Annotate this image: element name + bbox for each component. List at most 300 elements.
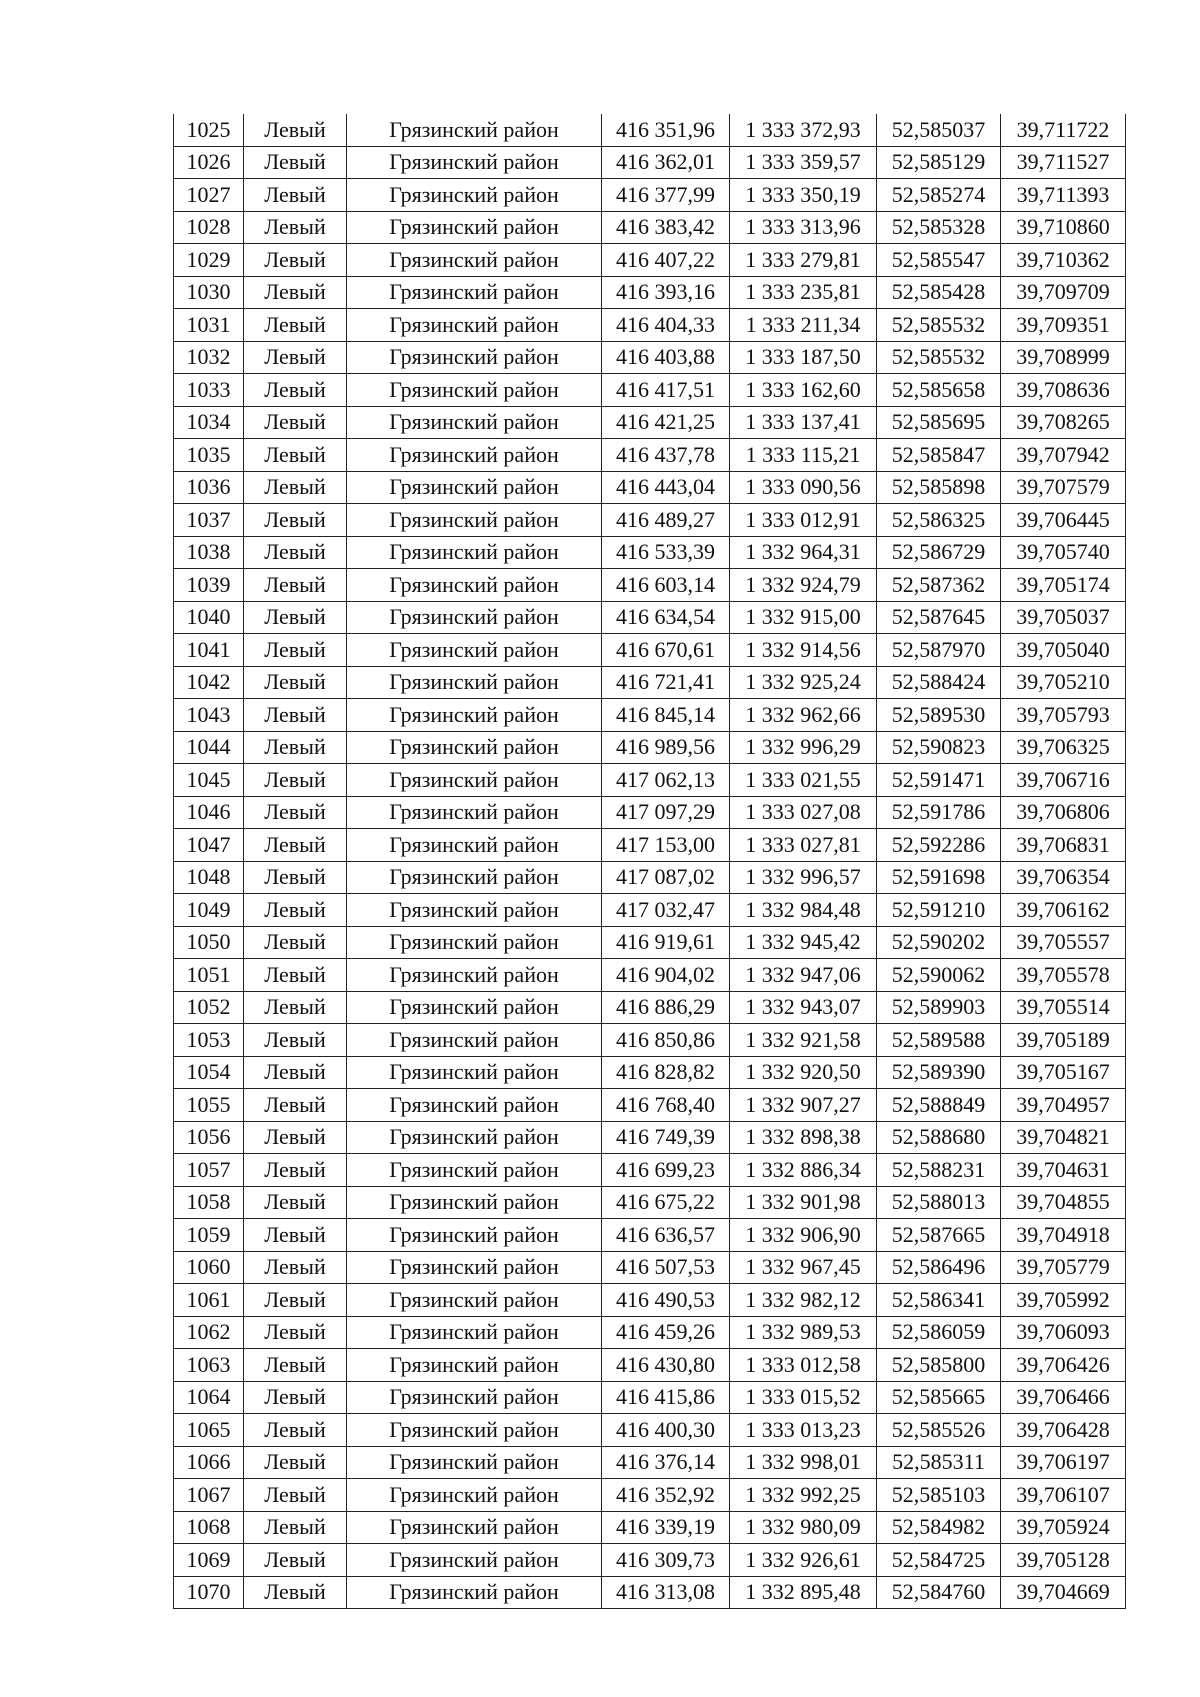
bank-side-cell: Левый: [244, 1349, 347, 1382]
table-row: [174, 1381, 1126, 1414]
y-coordinate-cell: 1 332 989,53: [730, 1316, 877, 1349]
longitude-cell: 39,706325: [1001, 731, 1126, 764]
bank-side-cell: Левый: [244, 634, 347, 667]
x-coordinate-cell: 416 675,22: [602, 1186, 730, 1219]
y-coordinate-cell: 1 332 906,90: [730, 1219, 877, 1252]
table-row: [174, 1349, 1126, 1382]
bank-side-cell: Левый: [244, 894, 347, 927]
y-coordinate-cell: 1 333 015,52: [730, 1381, 877, 1414]
table-row: [174, 861, 1126, 894]
point-number-cell: 1039: [174, 569, 244, 602]
y-coordinate-cell: 1 333 187,50: [730, 341, 877, 374]
point-number-cell: 1031: [174, 309, 244, 342]
table-row: [174, 1316, 1126, 1349]
y-coordinate-cell: 1 333 279,81: [730, 244, 877, 277]
district-cell: Грязинский район: [347, 829, 602, 862]
point-number-cell: 1046: [174, 796, 244, 829]
x-coordinate-cell: 416 430,80: [602, 1349, 730, 1382]
x-coordinate-cell: 417 087,02: [602, 861, 730, 894]
x-coordinate-cell: 416 768,40: [602, 1089, 730, 1122]
point-number-cell: 1028: [174, 211, 244, 244]
district-cell: Грязинский район: [347, 244, 602, 277]
latitude-cell: 52,585311: [877, 1446, 1001, 1479]
longitude-cell: 39,710860: [1001, 211, 1126, 244]
y-coordinate-cell: 1 333 359,57: [730, 146, 877, 179]
longitude-cell: 39,705037: [1001, 601, 1126, 634]
longitude-cell: 39,705557: [1001, 926, 1126, 959]
longitude-cell: 39,705040: [1001, 634, 1126, 667]
x-coordinate-cell: 416 919,61: [602, 926, 730, 959]
point-number-cell: 1051: [174, 959, 244, 992]
bank-side-cell: Левый: [244, 1251, 347, 1284]
district-cell: Грязинский район: [347, 114, 602, 146]
bank-side-cell: Левый: [244, 1284, 347, 1317]
y-coordinate-cell: 1 333 012,91: [730, 504, 877, 537]
longitude-cell: 39,705992: [1001, 1284, 1126, 1317]
y-coordinate-cell: 1 333 027,08: [730, 796, 877, 829]
y-coordinate-cell: 1 333 372,93: [730, 114, 877, 146]
point-number-cell: 1066: [174, 1446, 244, 1479]
longitude-cell: 39,705167: [1001, 1056, 1126, 1089]
y-coordinate-cell: 1 332 964,31: [730, 536, 877, 569]
bank-side-cell: Левый: [244, 374, 347, 407]
y-coordinate-cell: 1 332 943,07: [730, 991, 877, 1024]
point-number-cell: 1037: [174, 504, 244, 537]
table-row: [174, 1479, 1126, 1512]
bank-side-cell: Левый: [244, 1186, 347, 1219]
district-cell: Грязинский район: [347, 991, 602, 1024]
y-coordinate-cell: 1 332 984,48: [730, 894, 877, 927]
latitude-cell: 52,585658: [877, 374, 1001, 407]
coordinates-table: [173, 114, 1126, 1609]
longitude-cell: 39,709351: [1001, 309, 1126, 342]
x-coordinate-cell: 416 459,26: [602, 1316, 730, 1349]
latitude-cell: 52,590202: [877, 926, 1001, 959]
longitude-cell: 39,706107: [1001, 1479, 1126, 1512]
latitude-cell: 52,588424: [877, 666, 1001, 699]
point-number-cell: 1062: [174, 1316, 244, 1349]
district-cell: Грязинский район: [347, 406, 602, 439]
longitude-cell: 39,708265: [1001, 406, 1126, 439]
bank-side-cell: Левый: [244, 504, 347, 537]
point-number-cell: 1068: [174, 1511, 244, 1544]
latitude-cell: 52,591471: [877, 764, 1001, 797]
latitude-cell: 52,585847: [877, 439, 1001, 472]
latitude-cell: 52,588849: [877, 1089, 1001, 1122]
table-row: [174, 666, 1126, 699]
district-cell: Грязинский район: [347, 1154, 602, 1187]
bank-side-cell: Левый: [244, 1154, 347, 1187]
y-coordinate-cell: 1 332 895,48: [730, 1576, 877, 1609]
district-cell: Грязинский район: [347, 1056, 602, 1089]
point-number-cell: 1055: [174, 1089, 244, 1122]
district-cell: Грязинский район: [347, 1511, 602, 1544]
x-coordinate-cell: 416 313,08: [602, 1576, 730, 1609]
longitude-cell: 39,706428: [1001, 1414, 1126, 1447]
latitude-cell: 52,589390: [877, 1056, 1001, 1089]
table-row: [174, 244, 1126, 277]
x-coordinate-cell: 416 443,04: [602, 471, 730, 504]
y-coordinate-cell: 1 333 235,81: [730, 276, 877, 309]
x-coordinate-cell: 417 062,13: [602, 764, 730, 797]
point-number-cell: 1061: [174, 1284, 244, 1317]
bank-side-cell: Левый: [244, 1089, 347, 1122]
y-coordinate-cell: 1 332 926,61: [730, 1544, 877, 1577]
bank-side-cell: Левый: [244, 796, 347, 829]
bank-side-cell: Левый: [244, 1024, 347, 1057]
table-row: [174, 1056, 1126, 1089]
latitude-cell: 52,585526: [877, 1414, 1001, 1447]
latitude-cell: 52,591210: [877, 894, 1001, 927]
y-coordinate-cell: 1 332 915,00: [730, 601, 877, 634]
y-coordinate-cell: 1 332 962,66: [730, 699, 877, 732]
x-coordinate-cell: 416 721,41: [602, 666, 730, 699]
bank-side-cell: Левый: [244, 341, 347, 374]
district-cell: Грязинский район: [347, 634, 602, 667]
x-coordinate-cell: 416 352,92: [602, 1479, 730, 1512]
table-row: [174, 1089, 1126, 1122]
x-coordinate-cell: 416 886,29: [602, 991, 730, 1024]
x-coordinate-cell: 416 415,86: [602, 1381, 730, 1414]
y-coordinate-cell: 1 332 992,25: [730, 1479, 877, 1512]
district-cell: Грязинский район: [347, 1316, 602, 1349]
point-number-cell: 1063: [174, 1349, 244, 1382]
bank-side-cell: Левый: [244, 1576, 347, 1609]
latitude-cell: 52,590062: [877, 959, 1001, 992]
table-row: [174, 1024, 1126, 1057]
latitude-cell: 52,587970: [877, 634, 1001, 667]
point-number-cell: 1058: [174, 1186, 244, 1219]
latitude-cell: 52,587362: [877, 569, 1001, 602]
district-cell: Грязинский район: [347, 179, 602, 212]
point-number-cell: 1052: [174, 991, 244, 1024]
district-cell: Грязинский район: [347, 1089, 602, 1122]
table-row: [174, 1121, 1126, 1154]
district-cell: Грязинский район: [347, 471, 602, 504]
y-coordinate-cell: 1 332 920,50: [730, 1056, 877, 1089]
longitude-cell: 39,706466: [1001, 1381, 1126, 1414]
bank-side-cell: Левый: [244, 471, 347, 504]
x-coordinate-cell: 416 670,61: [602, 634, 730, 667]
point-number-cell: 1050: [174, 926, 244, 959]
bank-side-cell: Левый: [244, 1446, 347, 1479]
latitude-cell: 52,584725: [877, 1544, 1001, 1577]
longitude-cell: 39,709709: [1001, 276, 1126, 309]
bank-side-cell: Левый: [244, 1544, 347, 1577]
x-coordinate-cell: 416 603,14: [602, 569, 730, 602]
latitude-cell: 52,586729: [877, 536, 1001, 569]
latitude-cell: 52,585532: [877, 309, 1001, 342]
point-number-cell: 1056: [174, 1121, 244, 1154]
bank-side-cell: Левый: [244, 991, 347, 1024]
longitude-cell: 39,705514: [1001, 991, 1126, 1024]
y-coordinate-cell: 1 332 980,09: [730, 1511, 877, 1544]
table-row: [174, 374, 1126, 407]
district-cell: Грязинский район: [347, 926, 602, 959]
longitude-cell: 39,705578: [1001, 959, 1126, 992]
x-coordinate-cell: 416 417,51: [602, 374, 730, 407]
latitude-cell: 52,585103: [877, 1479, 1001, 1512]
longitude-cell: 39,706445: [1001, 504, 1126, 537]
district-cell: Грязинский район: [347, 894, 602, 927]
district-cell: Грязинский район: [347, 731, 602, 764]
table-row: [174, 406, 1126, 439]
latitude-cell: 52,588231: [877, 1154, 1001, 1187]
latitude-cell: 52,589588: [877, 1024, 1001, 1057]
district-cell: Грязинский район: [347, 341, 602, 374]
latitude-cell: 52,585428: [877, 276, 1001, 309]
point-number-cell: 1065: [174, 1414, 244, 1447]
x-coordinate-cell: 416 828,82: [602, 1056, 730, 1089]
latitude-cell: 52,587665: [877, 1219, 1001, 1252]
table-row: [174, 1414, 1126, 1447]
table-row: [174, 341, 1126, 374]
x-coordinate-cell: 416 749,39: [602, 1121, 730, 1154]
district-cell: Грязинский район: [347, 1024, 602, 1057]
district-cell: Грязинский район: [347, 146, 602, 179]
latitude-cell: 52,585129: [877, 146, 1001, 179]
longitude-cell: 39,704821: [1001, 1121, 1126, 1154]
x-coordinate-cell: 416 699,23: [602, 1154, 730, 1187]
point-number-cell: 1059: [174, 1219, 244, 1252]
table-row: [174, 731, 1126, 764]
table-row: [174, 1511, 1126, 1544]
district-cell: Грязинский район: [347, 1219, 602, 1252]
longitude-cell: 39,706197: [1001, 1446, 1126, 1479]
latitude-cell: 52,586325: [877, 504, 1001, 537]
table-row: [174, 1284, 1126, 1317]
longitude-cell: 39,704957: [1001, 1089, 1126, 1122]
point-number-cell: 1054: [174, 1056, 244, 1089]
latitude-cell: 52,587645: [877, 601, 1001, 634]
bank-side-cell: Левый: [244, 1316, 347, 1349]
district-cell: Грязинский район: [347, 601, 602, 634]
x-coordinate-cell: 416 507,53: [602, 1251, 730, 1284]
longitude-cell: 39,707942: [1001, 439, 1126, 472]
point-number-cell: 1057: [174, 1154, 244, 1187]
latitude-cell: 52,585328: [877, 211, 1001, 244]
longitude-cell: 39,705210: [1001, 666, 1126, 699]
longitude-cell: 39,705740: [1001, 536, 1126, 569]
latitude-cell: 52,585532: [877, 341, 1001, 374]
bank-side-cell: Левый: [244, 569, 347, 602]
x-coordinate-cell: 416 634,54: [602, 601, 730, 634]
point-number-cell: 1034: [174, 406, 244, 439]
latitude-cell: 52,585665: [877, 1381, 1001, 1414]
bank-side-cell: Левый: [244, 146, 347, 179]
table-row: [174, 1186, 1126, 1219]
district-cell: Грязинский район: [347, 796, 602, 829]
table-row: [174, 146, 1126, 179]
district-cell: Грязинский район: [347, 1284, 602, 1317]
table-row: [174, 634, 1126, 667]
point-number-cell: 1026: [174, 146, 244, 179]
bank-side-cell: Левый: [244, 179, 347, 212]
point-number-cell: 1053: [174, 1024, 244, 1057]
district-cell: Грязинский район: [347, 569, 602, 602]
latitude-cell: 52,589530: [877, 699, 1001, 732]
bank-side-cell: Левый: [244, 244, 347, 277]
x-coordinate-cell: 417 032,47: [602, 894, 730, 927]
longitude-cell: 39,705924: [1001, 1511, 1126, 1544]
table-row: [174, 1446, 1126, 1479]
table-row: [174, 764, 1126, 797]
x-coordinate-cell: 416 393,16: [602, 276, 730, 309]
longitude-cell: 39,706806: [1001, 796, 1126, 829]
bank-side-cell: Левый: [244, 601, 347, 634]
x-coordinate-cell: 416 421,25: [602, 406, 730, 439]
point-number-cell: 1033: [174, 374, 244, 407]
table-row: [174, 439, 1126, 472]
bank-side-cell: Левый: [244, 1121, 347, 1154]
longitude-cell: 39,708999: [1001, 341, 1126, 374]
bank-side-cell: Левый: [244, 1414, 347, 1447]
bank-side-cell: Левый: [244, 959, 347, 992]
district-cell: Грязинский район: [347, 1251, 602, 1284]
district-cell: Грязинский район: [347, 1381, 602, 1414]
bank-side-cell: Левый: [244, 1219, 347, 1252]
district-cell: Грязинский район: [347, 764, 602, 797]
point-number-cell: 1035: [174, 439, 244, 472]
table-row: [174, 1154, 1126, 1187]
table-row: [174, 894, 1126, 927]
longitude-cell: 39,711393: [1001, 179, 1126, 212]
longitude-cell: 39,708636: [1001, 374, 1126, 407]
district-cell: Грязинский район: [347, 504, 602, 537]
district-cell: Грязинский район: [347, 1414, 602, 1447]
x-coordinate-cell: 416 400,30: [602, 1414, 730, 1447]
table-row: [174, 959, 1126, 992]
table-row: [174, 471, 1126, 504]
district-cell: Грязинский район: [347, 1576, 602, 1609]
latitude-cell: 52,591698: [877, 861, 1001, 894]
longitude-cell: 39,706716: [1001, 764, 1126, 797]
district-cell: Грязинский район: [347, 959, 602, 992]
point-number-cell: 1025: [174, 114, 244, 146]
bank-side-cell: Левый: [244, 699, 347, 732]
y-coordinate-cell: 1 333 350,19: [730, 179, 877, 212]
point-number-cell: 1027: [174, 179, 244, 212]
district-cell: Грязинский район: [347, 1121, 602, 1154]
district-cell: Грязинский район: [347, 439, 602, 472]
district-cell: Грязинский район: [347, 666, 602, 699]
district-cell: Грязинский район: [347, 699, 602, 732]
x-coordinate-cell: 416 904,02: [602, 959, 730, 992]
point-number-cell: 1030: [174, 276, 244, 309]
bank-side-cell: Левый: [244, 861, 347, 894]
latitude-cell: 52,585800: [877, 1349, 1001, 1382]
y-coordinate-cell: 1 332 996,57: [730, 861, 877, 894]
bank-side-cell: Левый: [244, 276, 347, 309]
x-coordinate-cell: 416 362,01: [602, 146, 730, 179]
point-number-cell: 1067: [174, 1479, 244, 1512]
x-coordinate-cell: 416 850,86: [602, 1024, 730, 1057]
latitude-cell: 52,584982: [877, 1511, 1001, 1544]
longitude-cell: 39,711722: [1001, 114, 1126, 146]
bank-side-cell: Левый: [244, 1479, 347, 1512]
table-row: [174, 179, 1126, 212]
bank-side-cell: Левый: [244, 309, 347, 342]
point-number-cell: 1040: [174, 601, 244, 634]
x-coordinate-cell: 416 845,14: [602, 699, 730, 732]
longitude-cell: 39,705779: [1001, 1251, 1126, 1284]
point-number-cell: 1045: [174, 764, 244, 797]
table-row: [174, 114, 1126, 146]
table-row: [174, 569, 1126, 602]
x-coordinate-cell: 416 403,88: [602, 341, 730, 374]
district-cell: Грязинский район: [347, 1446, 602, 1479]
table-row: [174, 926, 1126, 959]
latitude-cell: 52,585898: [877, 471, 1001, 504]
point-number-cell: 1060: [174, 1251, 244, 1284]
table-row: [174, 1576, 1126, 1609]
y-coordinate-cell: 1 333 211,34: [730, 309, 877, 342]
longitude-cell: 39,704855: [1001, 1186, 1126, 1219]
y-coordinate-cell: 1 332 924,79: [730, 569, 877, 602]
longitude-cell: 39,704918: [1001, 1219, 1126, 1252]
latitude-cell: 52,586341: [877, 1284, 1001, 1317]
district-cell: Грязинский район: [347, 1186, 602, 1219]
bank-side-cell: Левый: [244, 1511, 347, 1544]
longitude-cell: 39,710362: [1001, 244, 1126, 277]
longitude-cell: 39,706162: [1001, 894, 1126, 927]
longitude-cell: 39,711527: [1001, 146, 1126, 179]
point-number-cell: 1041: [174, 634, 244, 667]
table-row: [174, 991, 1126, 1024]
longitude-cell: 39,706354: [1001, 861, 1126, 894]
point-number-cell: 1047: [174, 829, 244, 862]
x-coordinate-cell: 416 989,56: [602, 731, 730, 764]
x-coordinate-cell: 416 383,42: [602, 211, 730, 244]
district-cell: Грязинский район: [347, 1544, 602, 1577]
latitude-cell: 52,591786: [877, 796, 1001, 829]
y-coordinate-cell: 1 332 996,29: [730, 731, 877, 764]
x-coordinate-cell: 416 404,33: [602, 309, 730, 342]
district-cell: Грязинский район: [347, 861, 602, 894]
bank-side-cell: Левый: [244, 666, 347, 699]
point-number-cell: 1064: [174, 1381, 244, 1414]
x-coordinate-cell: 416 351,96: [602, 114, 730, 146]
x-coordinate-cell: 417 097,29: [602, 796, 730, 829]
table-row: [174, 601, 1126, 634]
latitude-cell: 52,586496: [877, 1251, 1001, 1284]
bank-side-cell: Левый: [244, 211, 347, 244]
x-coordinate-cell: 416 489,27: [602, 504, 730, 537]
y-coordinate-cell: 1 333 162,60: [730, 374, 877, 407]
district-cell: Грязинский район: [347, 309, 602, 342]
table-row: [174, 504, 1126, 537]
y-coordinate-cell: 1 333 027,81: [730, 829, 877, 862]
y-coordinate-cell: 1 332 967,45: [730, 1251, 877, 1284]
longitude-cell: 39,705793: [1001, 699, 1126, 732]
longitude-cell: 39,705189: [1001, 1024, 1126, 1057]
table-row: [174, 309, 1126, 342]
latitude-cell: 52,588680: [877, 1121, 1001, 1154]
table-row: [174, 829, 1126, 862]
bank-side-cell: Левый: [244, 926, 347, 959]
y-coordinate-cell: 1 332 921,58: [730, 1024, 877, 1057]
table-row: [174, 796, 1126, 829]
table-row: [174, 1251, 1126, 1284]
point-number-cell: 1070: [174, 1576, 244, 1609]
district-cell: Грязинский район: [347, 1479, 602, 1512]
district-cell: Грязинский район: [347, 1349, 602, 1382]
point-number-cell: 1049: [174, 894, 244, 927]
y-coordinate-cell: 1 332 914,56: [730, 634, 877, 667]
y-coordinate-cell: 1 332 886,34: [730, 1154, 877, 1187]
y-coordinate-cell: 1 332 945,42: [730, 926, 877, 959]
district-cell: Грязинский район: [347, 536, 602, 569]
